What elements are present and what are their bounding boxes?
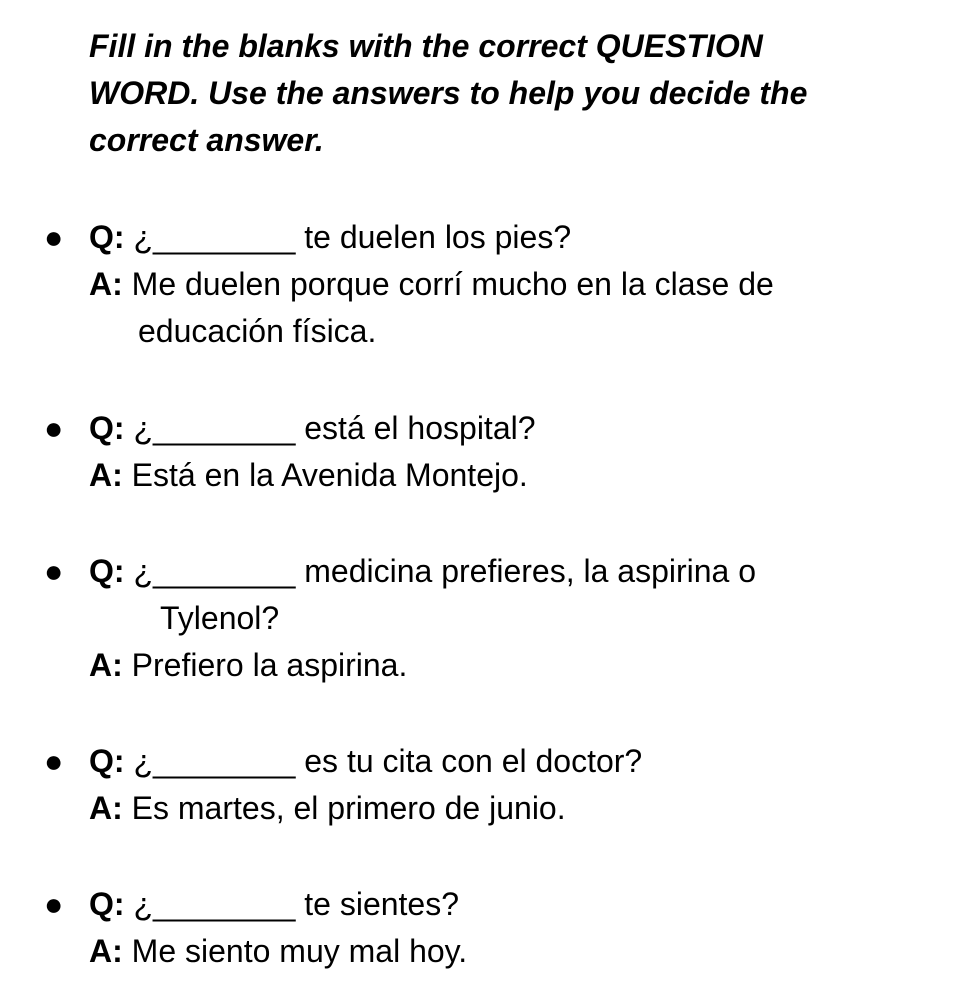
answer-text: Me siento muy mal hoy. [122,933,468,969]
answer-blank[interactable]: ¿________ [133,886,296,922]
answer-line [89,642,407,689]
answer-line [89,928,467,975]
bullet-icon: ● [44,743,64,779]
question-line [89,738,642,785]
instructions-line: Fill in the blanks with the correct QUESTION [89,28,763,64]
answer-blank[interactable]: ¿________ [133,743,296,779]
question-text: está el hospital? [295,410,536,446]
instructions [89,23,929,164]
answer-text: Es martes, el primero de junio. [122,790,566,826]
question-text: medicina prefieres, la aspirina o [295,553,757,589]
q-label: Q: [89,410,125,446]
a-label: A: [89,647,123,683]
a-label: A: [89,457,123,493]
bullet-icon: ● [44,410,64,446]
answer-line [89,452,528,499]
bullet-icon: ● [44,886,64,922]
answer-line [89,785,566,832]
a-label: A: [89,266,123,302]
a-label: A: [89,790,123,826]
q-label: Q: [89,743,125,779]
question-text: es tu cita con el doctor? [295,743,643,779]
bullet-icon: ● [44,219,64,255]
question-text: te sientes? [295,886,460,922]
answer-blank[interactable]: ¿________ [133,410,296,446]
question-line [89,405,536,452]
answer-text: Prefiero la aspirina. [122,647,408,683]
q-label: Q: [89,886,125,922]
answer-text: Está en la Avenida Montejo. [122,457,528,493]
instructions-line: correct answer. [89,122,324,158]
q-label: Q: [89,553,125,589]
question-continuation: Tylenol? [160,600,280,636]
question-line [89,548,756,595]
a-label: A: [89,933,123,969]
answer-continuation: educación física. [138,313,377,349]
question-line [89,214,571,261]
question-text: te duelen los pies? [295,219,572,255]
q-label: Q: [89,219,125,255]
answer-line [89,261,774,308]
question-line [89,881,459,928]
bullet-icon: ● [44,553,64,589]
answer-text: Me duelen porque corrí mucho en la clase de [122,266,774,302]
instructions-line: WORD. Use the answers to help you decide the [89,75,808,111]
answer-blank[interactable]: ¿________ [133,219,296,255]
answer-blank[interactable]: ¿________ [133,553,296,589]
